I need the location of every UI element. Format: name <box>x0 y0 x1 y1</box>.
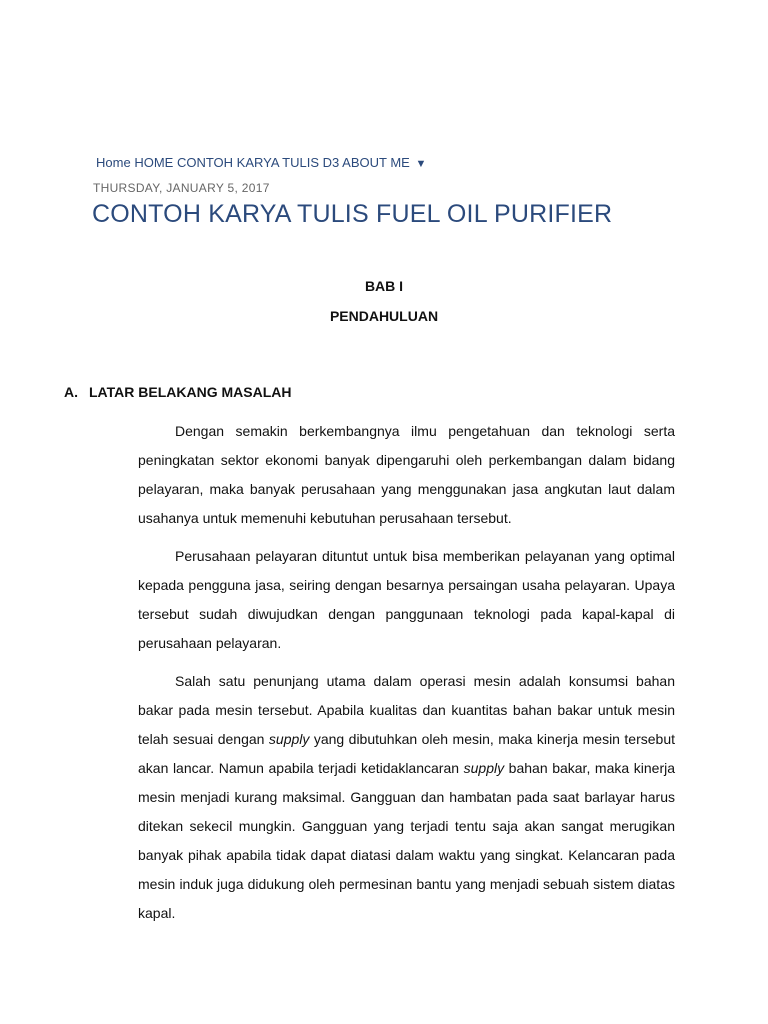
nav-link-about-me[interactable]: ABOUT ME <box>342 155 410 170</box>
paragraph-3-segment: Salah satu penunjang utama dalam operasi mesin adalah konsumsi bahan bakar pada mesin tersebut. Apabila kualitas dan kuantitas bahan bakar untuk mesin telah sesuai dengan <box>138 673 675 747</box>
paragraph-3-segment: yang dibutuhkan oleh mesin, maka kinerja mesin tersebut akan lancar. Namun apabila terjadi ketidaklancaran <box>138 731 676 776</box>
paragraph-1: Dengan semakin berkembangnya ilmu pengetahuan dan teknologi serta peningkatan sektor ekonomi banyak dipengaruhi oleh perkembangan dalam bidang pelayaran, maka banyak perusahaan yang menggunakan jasa angkutan laut dalam usahanya untuk memenuhi kebutuhan perusahaan tersebut. <box>138 423 675 526</box>
paragraph-3 <box>138 667 675 928</box>
chapter-name: PENDAHULUAN <box>329 308 439 324</box>
section-marker: A. <box>64 384 78 400</box>
top-navigation <box>96 155 426 170</box>
post-title: CONTOH KARYA TULIS FUEL OIL PURIFIER <box>92 200 613 228</box>
chapter-number: BAB I <box>364 278 404 294</box>
section-heading-text: LATAR BELAKANG MASALAH <box>89 384 292 400</box>
nav-link-contoh-karya-tulis-d3[interactable]: CONTOH KARYA TULIS D3 <box>176 155 340 170</box>
dropdown-caret-icon[interactable]: ▼ <box>415 158 427 170</box>
paragraph-3-segment: bahan bakar, maka kinerja mesin menjadi kurang maksimal. Gangguan dan hambatan pada saat barlayar harus ditekan sekecil mungkin. Gangguan yang terjadi tentu saja akan sangat merugikan banyak pihak apabila tidak dapat diatasi dalam waktu yang singkat. Kelancaran pada mesin induk juga didukung oleh permesinan bantu yang menjadi sebuah sistem diatas kapal. <box>138 760 675 921</box>
nav-link-home-upper[interactable]: HOME <box>134 155 174 170</box>
post-date: THURSDAY, JANUARY 5, 2017 <box>93 181 270 195</box>
article-body <box>138 417 675 937</box>
section-heading <box>64 384 291 400</box>
italic-term-supply: supply <box>463 760 505 776</box>
italic-term-supply: supply <box>268 731 310 747</box>
paragraph-2: Perusahaan pelayaran dituntut untuk bisa memberikan pelayanan yang optimal kepada pengguna jasa, seiring dengan besarnya persaingan usaha pelayaran. Upaya tersebut sudah diwujudkan dengan panggunaan teknologi pada kapal-kapal di perusahaan pelayaran. <box>138 548 675 651</box>
nav-link-home[interactable]: Home <box>96 155 131 170</box>
